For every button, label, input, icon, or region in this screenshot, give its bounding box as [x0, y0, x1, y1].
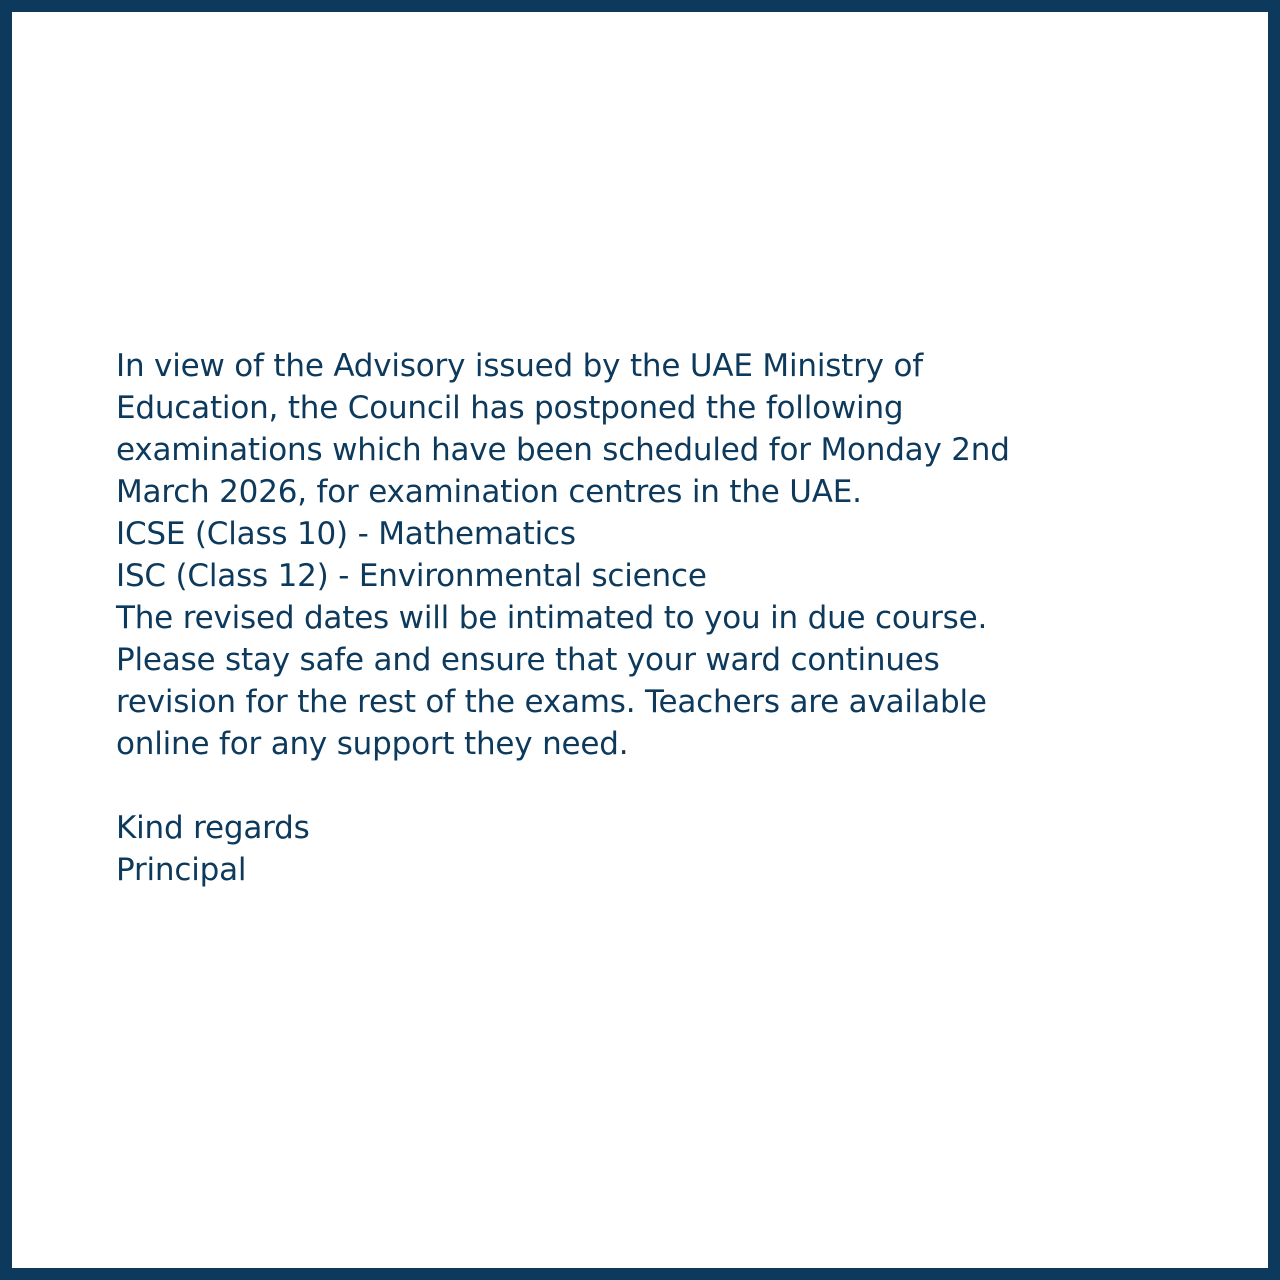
notice-body — [116, 345, 1196, 891]
notice-line: Please stay safe and ensure that your ward continues — [116, 642, 940, 678]
exam-item-icse: ICSE (Class 10) - Mathematics — [116, 516, 576, 552]
closing-text: Kind regards — [116, 810, 310, 846]
notice-line: March 2026, for examination centres in the UAE. — [116, 474, 862, 510]
notice-line: revision for the rest of the exams. Teachers are available — [116, 684, 987, 720]
notice-line: examinations which have been scheduled for Monday 2nd — [116, 432, 1010, 468]
notice-line: In view of the Advisory issued by the UAE Ministry of — [116, 348, 923, 384]
notice-line: online for any support they need. — [116, 726, 629, 762]
exam-item-isc: ISC (Class 12) - Environmental science — [116, 558, 707, 594]
signatory-text: Principal — [116, 852, 247, 888]
notice-line: The revised dates will be intimated to you in due course. — [116, 600, 988, 636]
notice-line: Education, the Council has postponed the following — [116, 390, 904, 426]
spacer — [116, 765, 1196, 807]
